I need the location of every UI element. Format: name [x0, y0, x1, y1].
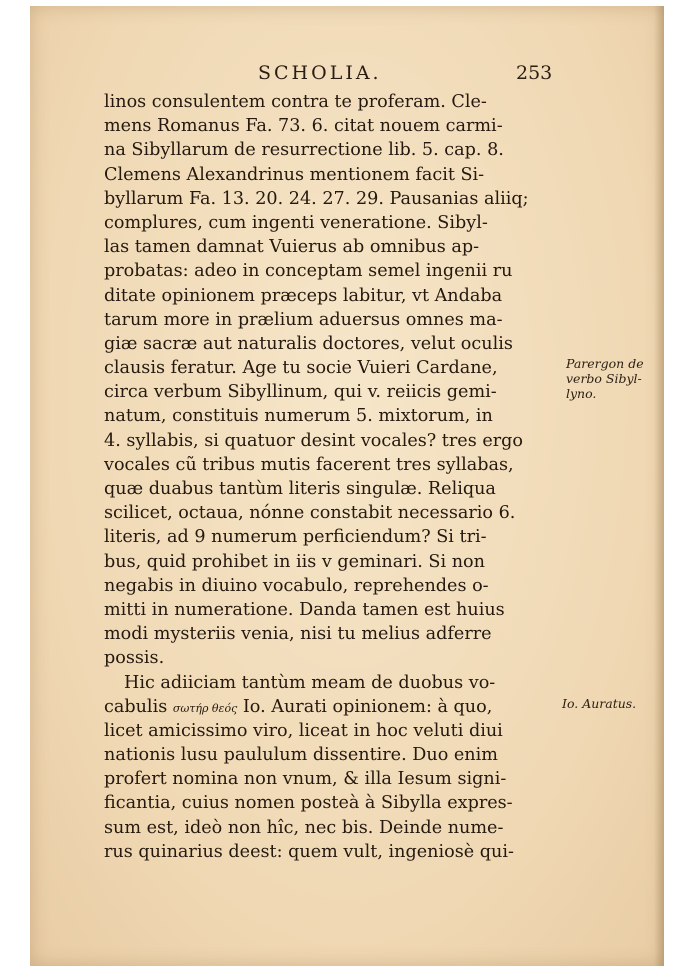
- text-line: complures, cum ingenti veneratione. Sibyl-: [104, 212, 488, 233]
- text-line: clausis feratur. Age tu socie Vuieri Cardane,: [104, 358, 498, 379]
- text-line: circa verbum Sibyllinum, qui v. reiicis gemi-: [104, 382, 497, 403]
- text-line: mens Romanus Fa. 73. 6. citat nouem carmi-: [104, 116, 503, 137]
- text-line: natum, constituis numerum 5. mixtorum, in: [104, 406, 493, 427]
- text-line: [104, 695, 564, 719]
- text-line: Clemens Alexandrinus mentionem facit Si-: [104, 164, 485, 185]
- text-line: licet amicissimo viro, liceat in hoc veluti diui: [104, 720, 503, 741]
- greek-word: σωτήρ θεός: [172, 701, 238, 715]
- paragraph-start-line: Hic adiiciam tantùm meam de duobus vo-: [124, 672, 496, 693]
- text-line: na Sibyllarum de resurrectione lib. 5. cap. 8.: [104, 140, 504, 161]
- text-fragment: cabulis: [104, 696, 173, 717]
- text-line: tarum more in prælium aduersus omnes ma-: [104, 309, 503, 330]
- text-line: literis, ad 9 numerum perficiendum? Si tri-: [104, 527, 487, 548]
- text-line: quæ duabus tantùm literis singulæ. Reliqua: [104, 479, 496, 499]
- margin-note-line: Parergon de: [566, 356, 644, 371]
- margin-note-parergon: [566, 356, 656, 401]
- text-line: ficantia, cuius nomen posteà à Sibylla expres-: [104, 793, 513, 814]
- text-line: probatas: adeo in conceptam semel ingenii ru: [104, 261, 513, 282]
- text-line: giæ sacræ aut naturalis doctores, velut oculis: [104, 333, 513, 354]
- text-line: negabis in diuino vocabulo, reprehendes o-: [104, 575, 489, 596]
- margin-note-line: lyno.: [566, 386, 597, 401]
- text-line: modi mysteriis venia, nisi tu melius adferre: [104, 624, 492, 645]
- text-line: scilicet, octaua, nónne constabit necessario 6.: [104, 503, 516, 524]
- text-line: rus quinarius deest: quem vult, ingeniosè qui-: [104, 841, 514, 862]
- text-line: nationis lusu paululum dissentire. Duo enim: [104, 745, 498, 766]
- text-line: possis.: [104, 648, 165, 669]
- text-line: 4. syllabis, si quatuor desint vocales? tres ergo: [104, 430, 524, 451]
- text-line: ditate opinionem præceps labitur, vt Andaba: [104, 285, 503, 306]
- body-text: [104, 90, 564, 864]
- page-number: 253: [516, 62, 553, 84]
- text-line: profert nomina non vnum, & illa Iesum signi-: [104, 769, 507, 790]
- text-fragment: Io. Aurati opinionem: à quo,: [237, 696, 493, 717]
- text-line: las tamen damnat Vuierus ab omnibus ap-: [104, 237, 480, 258]
- page-header: [30, 62, 664, 92]
- text-line: mitti in numeratione. Danda tamen est huius: [104, 599, 505, 620]
- text-line: vocales cũ tribus mutis facerent tres syllabas,: [104, 454, 514, 475]
- margin-note-line: verbo Sibyl-: [566, 371, 642, 386]
- margin-note-auratus: Io. Auratus.: [562, 696, 637, 711]
- text-line: byllarum Fa. 13. 20. 24. 27. 29. Pausanias aliiq;: [104, 188, 529, 209]
- text-line: linos consulentem contra te proferam. Cle-: [104, 92, 487, 112]
- running-title: SCHOLIA.: [258, 62, 382, 84]
- text-line: bus, quid prohibet in iis v geminari. Si non: [104, 551, 485, 572]
- page-edge-shadow: [654, 6, 664, 966]
- book-page: [30, 6, 664, 966]
- text-line: sum est, ideò non hîc, nec bis. Deinde nume-: [104, 817, 504, 838]
